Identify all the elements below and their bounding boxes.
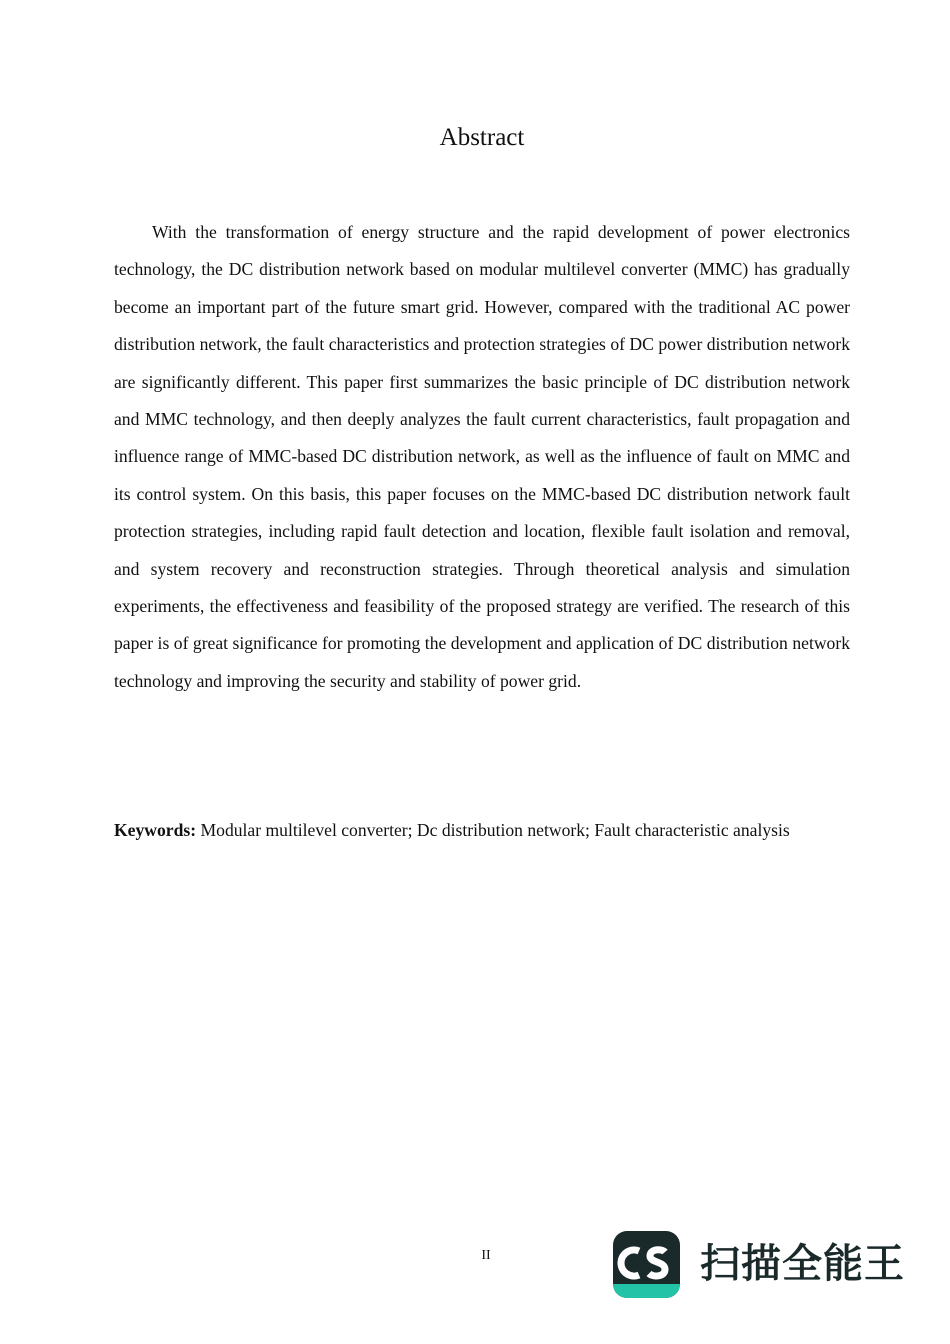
keywords-text: Modular multilevel converter; Dc distribution network; Fault characteristic analysis: [200, 820, 790, 840]
keywords-line: [114, 814, 874, 846]
camscanner-watermark: [612, 1230, 912, 1300]
logo-accent-strip: [613, 1284, 680, 1298]
keywords-label: Keywords:: [114, 820, 197, 840]
watermark-app-name: 扫描全能王: [700, 1241, 905, 1287]
camscanner-logo-icon: [613, 1231, 680, 1298]
page-number: II: [481, 1248, 491, 1263]
abstract-body: With the transformation of energy structure and the rapid development of power electronics technology, the DC distribution network based on modular multilevel converter (MMC) has gradually become an important part of the future smart grid. However, compared with the traditional AC power distribution network, the fault characteristics and protection strategies of DC power distribution network are significantly different. This paper first summarizes the basic principle of DC distribution network and MMC technology, and then deeply analyzes the fault current characteristics, fault propagation and influence range of MMC-based DC distribution network, as well as the influence of fault on MMC and its control system. On this basis, this paper focuses on the MMC-based DC distribution network fault protection strategies, including rapid fault detection and location, flexible fault isolation and removal, and system recovery and reconstruction strategies. Through theoretical analysis and simulation experiments, the effectiveness and feasibility of the proposed strategy are verified. The research of this paper is of great significance for promoting the development and application of DC distribution network technology and improving the security and stability of power grid.: [114, 222, 850, 691]
abstract-title: Abstract: [439, 124, 525, 151]
